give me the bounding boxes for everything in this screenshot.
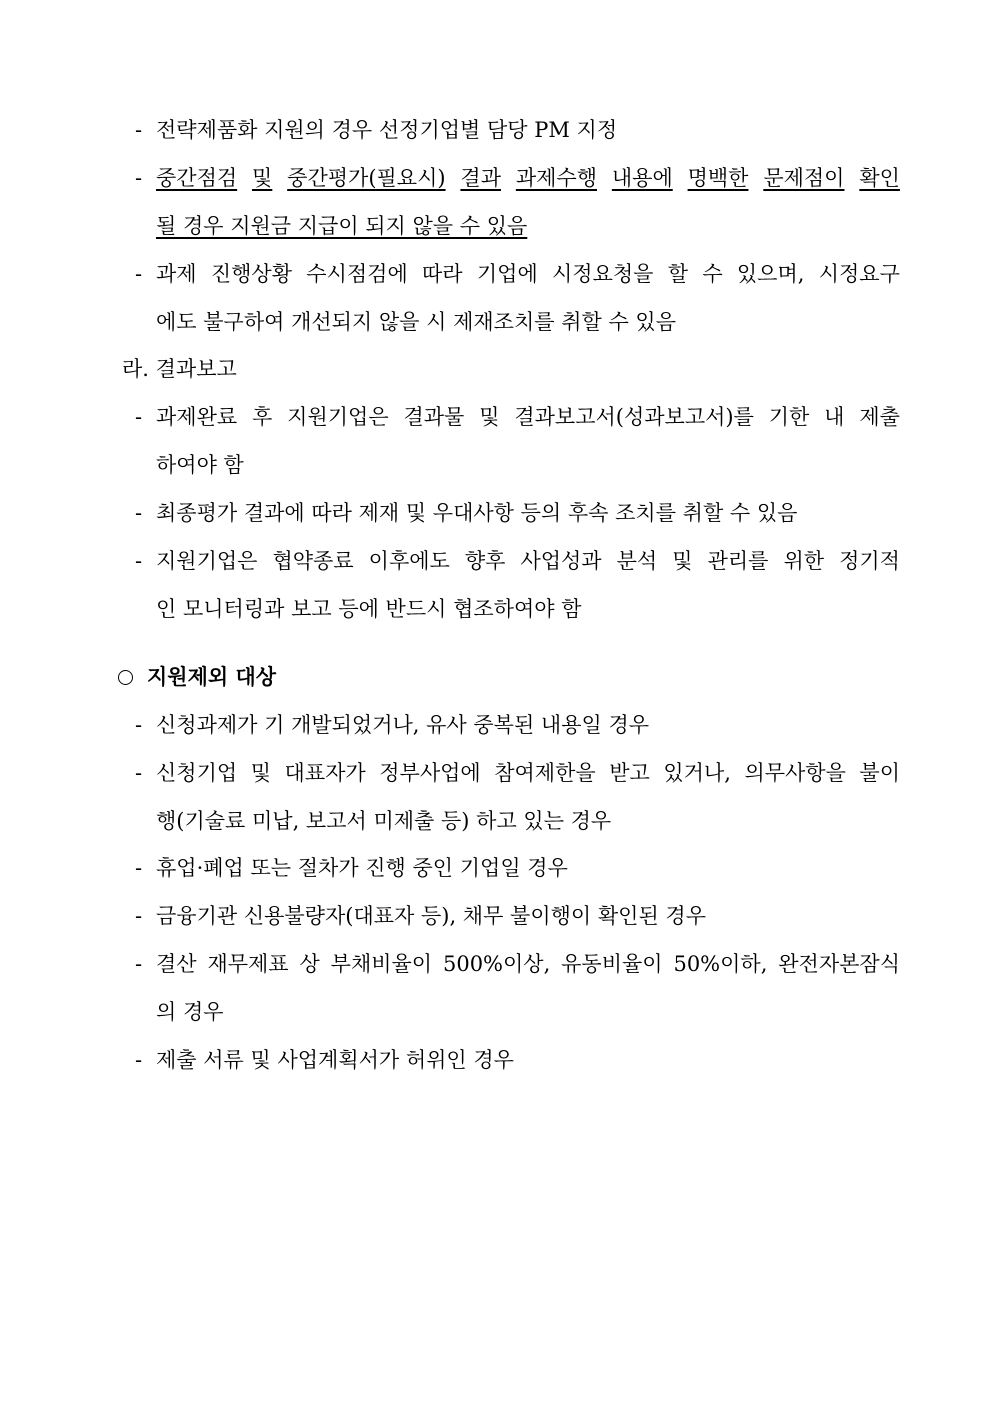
word: 기업에	[476, 262, 538, 286]
word: 결산	[156, 952, 197, 976]
list-item-text	[156, 547, 900, 575]
list-item-text: 신청과제가 기 개발되었거나, 유사 중복된 내용일 경우	[156, 713, 650, 737]
word: 수시점검에	[306, 262, 408, 286]
word: 있으며,	[736, 262, 805, 286]
word: 부채비율이	[330, 952, 433, 976]
word: 확인	[859, 166, 900, 190]
word: 후	[252, 405, 273, 429]
list-item-text	[156, 403, 900, 431]
list-item-text	[156, 260, 900, 288]
word: 참여제한을	[494, 761, 596, 785]
word: 신청기업	[156, 761, 238, 785]
word: 시정요구	[818, 262, 900, 286]
list-item-text: 인 모니터링과 보고 등에 반드시 협조하여야 함	[156, 597, 582, 621]
word: 지원기업은	[287, 405, 389, 429]
subsection-heading: 라. 결과보고	[122, 357, 237, 381]
bullet-dash: -	[135, 952, 143, 976]
bullet-dash: -	[135, 166, 143, 190]
bullet-dash: -	[135, 501, 143, 525]
word: 50%이하,	[673, 952, 768, 976]
word: 중간평가(필요시)	[287, 166, 446, 190]
word: 불이	[859, 761, 900, 785]
section-heading	[118, 663, 276, 691]
word: 및	[250, 761, 271, 785]
word: 완전자본잠식	[778, 952, 900, 976]
section-heading-text: 지원제외 대상	[147, 664, 277, 689]
bullet-dash: -	[135, 856, 143, 880]
word: 기한	[768, 405, 810, 429]
word: 결과보고서(성과보고서)를	[514, 405, 754, 429]
list-item-text: 의 경우	[156, 1000, 224, 1024]
word: 결과	[460, 166, 501, 190]
word: 진행상황	[210, 262, 293, 286]
word: 이후에도	[368, 549, 450, 573]
bullet-dash: -	[135, 405, 143, 429]
word: 및	[252, 166, 273, 190]
word: 대표자가	[284, 761, 366, 785]
bullet-dash: -	[135, 761, 143, 785]
word: 지원기업은	[156, 549, 258, 573]
word: 분석	[616, 549, 658, 573]
word: 및	[479, 405, 500, 429]
word: 정부사업에	[379, 761, 481, 785]
list-item-text: 전략제품화 지원의 경우 선정기업별 담당 PM 지정	[156, 118, 618, 142]
word: 의무사항을	[744, 761, 846, 785]
list-item-text: 휴업·폐업 또는 절차가 진행 중인 기업일 경우	[156, 856, 568, 880]
list-item-text: 하여야 함	[156, 453, 244, 477]
word: 유동비율이	[561, 952, 663, 976]
bullet-dash: -	[135, 118, 143, 142]
word: 과제	[156, 262, 197, 286]
word: 재무제표	[207, 952, 289, 976]
list-item-text: 제출 서류 및 사업계획서가 허위인 경우	[156, 1048, 514, 1072]
word: 할	[667, 262, 689, 286]
list-item-text: 행(기술료 미납, 보고서 미제출 등) 하고 있는 경우	[156, 809, 612, 833]
word: 사업성과	[520, 549, 602, 573]
word: 과제수행	[515, 166, 598, 190]
bullet-dash: -	[135, 1048, 143, 1072]
word: 위한	[783, 549, 825, 573]
word: 500%이상,	[442, 952, 551, 976]
list-item-text: 에도 불구하여 개선되지 않을 시 제재조치를 취할 수 있음	[156, 310, 676, 334]
list-item-text: 최종평가 결과에 따라 제재 및 우대사항 등의 후속 조치를 취할 수 있음	[156, 501, 798, 525]
word: 내용에	[611, 166, 673, 190]
word: 명백한	[687, 166, 749, 190]
word: 정기적	[839, 549, 900, 573]
word: 수	[702, 262, 723, 286]
word: 중간점검	[156, 166, 238, 190]
word: 상	[299, 952, 320, 976]
list-item-text	[156, 759, 900, 787]
word: 관리를	[707, 549, 769, 573]
word: 있거나,	[663, 761, 731, 785]
word: 과제완료	[156, 405, 238, 429]
bullet-dash: -	[135, 549, 143, 573]
bullet-dash: -	[135, 713, 143, 737]
list-item-text	[156, 164, 900, 192]
word: 내	[824, 405, 845, 429]
word: 받고	[609, 761, 650, 785]
word: 문제점이	[763, 166, 845, 190]
word: 및	[672, 549, 693, 573]
word: 시정요청을	[552, 262, 654, 286]
word: 제출	[859, 405, 900, 429]
bullet-dash: -	[135, 904, 143, 928]
circle-bullet-icon	[118, 670, 133, 685]
word: 결과물	[403, 405, 465, 429]
list-item-text: 될 경우 지원금 지급이 되지 않을 수 있음	[156, 214, 528, 238]
list-item-text	[156, 950, 900, 978]
bullet-dash: -	[135, 262, 143, 286]
word: 협약종료	[272, 549, 354, 573]
word: 따라	[422, 262, 463, 286]
word: 향후	[464, 549, 506, 573]
list-item-text: 금융기관 신용불량자(대표자 등), 채무 불이행이 확인된 경우	[156, 904, 706, 928]
